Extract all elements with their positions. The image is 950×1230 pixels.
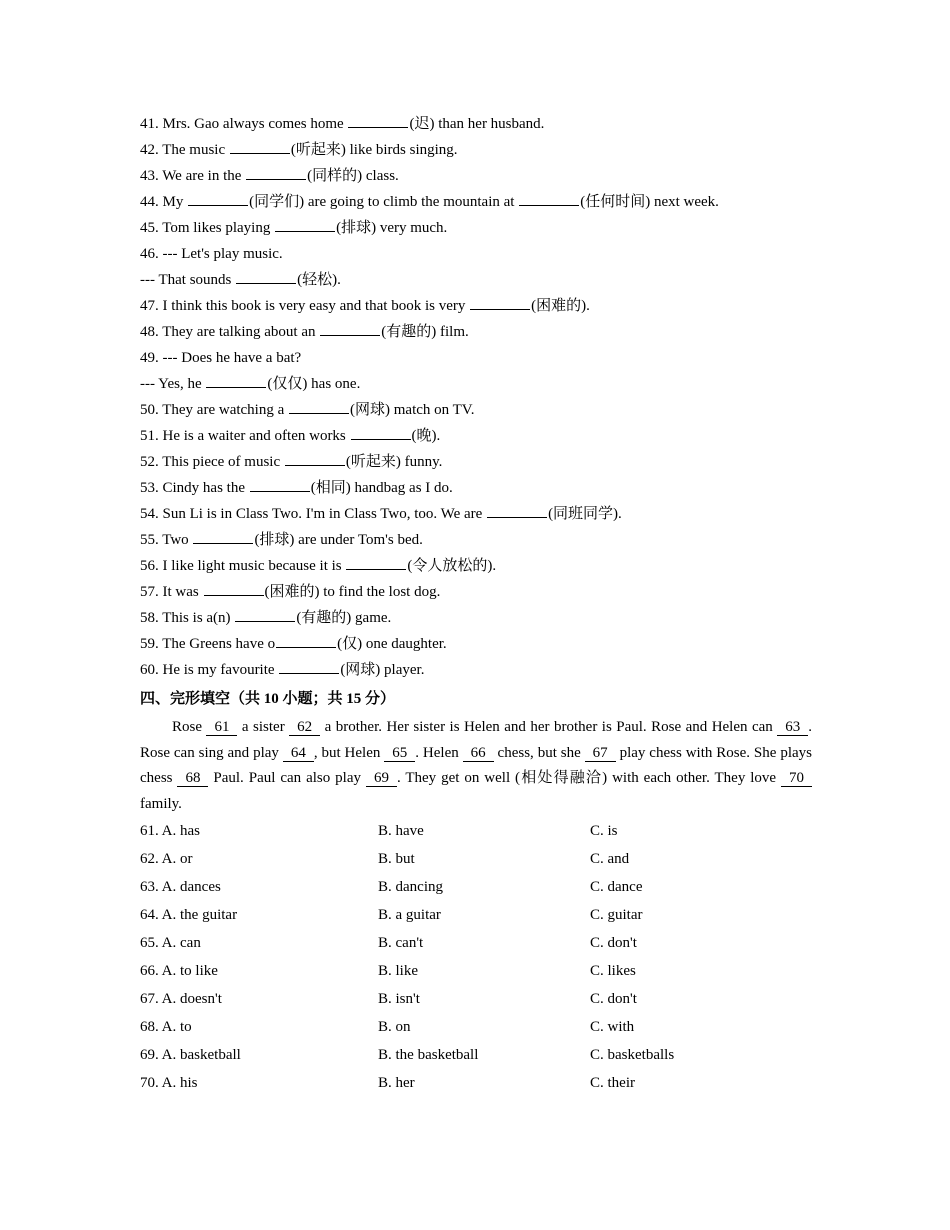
question-line bbox=[140, 345, 812, 371]
question-text: 42. The music bbox=[140, 142, 229, 158]
passage-blank: 61 bbox=[206, 720, 237, 736]
answer-blank bbox=[348, 113, 408, 128]
option-choice: B. isn't bbox=[378, 991, 420, 1007]
question-text: 41. Mrs. Gao always comes home bbox=[140, 116, 348, 132]
passage-text: . They get on well (相处得融洽) with each other. They love bbox=[396, 770, 782, 786]
passage-text: a sister bbox=[237, 719, 290, 735]
option-choice: C. and bbox=[590, 851, 630, 867]
option-row bbox=[140, 1041, 812, 1069]
passage-text: , but Helen bbox=[313, 744, 385, 761]
passage-text: Rose bbox=[172, 719, 207, 735]
answer-blank bbox=[346, 555, 406, 570]
option-choice: C. their bbox=[590, 1075, 635, 1091]
question-text: 55. Two bbox=[140, 532, 193, 548]
passage-text: . Rose can sing and play bbox=[140, 719, 812, 761]
passage-text: a brother. Her sister is Helen and her brother is Paul. Rose and Helen can bbox=[320, 719, 778, 735]
question-hint: (任何时间) next week. bbox=[580, 194, 719, 210]
question-text: 58. This is a(n) bbox=[140, 610, 235, 626]
question-line bbox=[140, 605, 812, 631]
question-text: 52. This piece of music bbox=[140, 454, 284, 470]
answer-blank bbox=[279, 659, 339, 674]
option-choice: C. basketballs bbox=[590, 1047, 675, 1063]
question-text: --- That sounds bbox=[140, 272, 236, 288]
option-choice: B. the basketball bbox=[378, 1047, 479, 1063]
answer-blank bbox=[470, 295, 530, 310]
answer-blank bbox=[230, 139, 290, 154]
answer-blank bbox=[351, 425, 411, 440]
question-text: 49. --- Does he have a bat? bbox=[140, 350, 302, 366]
answer-blank bbox=[204, 581, 264, 596]
option-choice: 63. A. dances bbox=[140, 879, 221, 895]
question-hint: (晚). bbox=[411, 428, 441, 444]
answer-blank bbox=[246, 165, 306, 180]
question-text: 44. My bbox=[140, 194, 188, 210]
answer-blank bbox=[275, 217, 335, 232]
option-choice: C. is bbox=[590, 823, 618, 839]
question-text: (同学们) are going to climb the mountain at bbox=[249, 194, 519, 210]
question-hint: (迟) than her husband. bbox=[409, 116, 545, 132]
question-line bbox=[140, 319, 812, 345]
answer-blank bbox=[487, 503, 547, 518]
question-hint: (有趣的) film. bbox=[381, 324, 469, 340]
question-line bbox=[140, 631, 812, 657]
option-choice: B. like bbox=[378, 963, 418, 979]
question-line bbox=[140, 137, 812, 163]
answer-blank bbox=[289, 399, 349, 414]
section-title: 四、完形填空（共 10 小题；共 15 分） bbox=[140, 691, 396, 707]
question-text: 47. I think this book is very easy and that book is very bbox=[140, 298, 470, 314]
option-choice: B. can't bbox=[378, 935, 424, 951]
answer-blank bbox=[188, 191, 248, 206]
question-line bbox=[140, 579, 812, 605]
option-choice: C. dance bbox=[590, 879, 643, 895]
question-hint: (轻松). bbox=[297, 272, 341, 288]
answer-blank bbox=[519, 191, 579, 206]
question-text: 51. He is a waiter and often works bbox=[140, 428, 350, 444]
question-line bbox=[140, 111, 812, 137]
option-choice: 64. A. the guitar bbox=[140, 907, 238, 923]
passage-text: chess, but she bbox=[493, 744, 585, 761]
question-text: 54. Sun Li is in Class Two. I'm in Class Two, too. We are bbox=[140, 506, 487, 522]
option-choice: C. with bbox=[590, 1019, 635, 1035]
passage-blank: 64 bbox=[283, 746, 314, 762]
option-choice: B. a guitar bbox=[378, 907, 441, 923]
passage-blank: 62 bbox=[289, 720, 320, 736]
passage-text: . Helen bbox=[415, 744, 463, 761]
question-line bbox=[140, 423, 812, 449]
question-line bbox=[140, 371, 812, 397]
option-choice: C. don't bbox=[590, 991, 637, 1007]
question-hint: (困难的) to find the lost dog. bbox=[264, 584, 441, 600]
answer-blank bbox=[320, 321, 380, 336]
question-line bbox=[140, 449, 812, 475]
option-row bbox=[140, 1069, 812, 1097]
question-line bbox=[140, 657, 812, 683]
question-text: 56. I like light music because it is bbox=[140, 558, 346, 574]
question-line bbox=[140, 189, 812, 215]
option-choice: 70. A. his bbox=[140, 1075, 198, 1091]
option-choice: B. have bbox=[378, 823, 424, 839]
fill-in-questions bbox=[140, 111, 812, 683]
passage-text: Paul. Paul can also play bbox=[208, 770, 366, 786]
question-hint: (困难的). bbox=[531, 298, 590, 314]
cloze-options bbox=[140, 817, 812, 1097]
option-choice: 62. A. or bbox=[140, 851, 193, 867]
question-text: 57. It was bbox=[140, 584, 203, 600]
question-line bbox=[140, 527, 812, 553]
option-row bbox=[140, 901, 812, 929]
question-text: 60. He is my favourite bbox=[140, 662, 279, 678]
question-hint: (听起来) like birds singing. bbox=[290, 142, 458, 158]
question-hint: (相同) handbag as I do. bbox=[310, 480, 453, 496]
passage-text: family. bbox=[140, 795, 182, 812]
question-text: --- Yes, he bbox=[140, 376, 206, 392]
option-choice: C. don't bbox=[590, 935, 637, 951]
question-hint: (排球) very much. bbox=[336, 220, 448, 236]
passage-text: play chess with Rose. She plays chess bbox=[140, 744, 812, 786]
cloze-passage bbox=[140, 715, 812, 817]
question-text: 45. Tom likes playing bbox=[140, 220, 275, 236]
option-row bbox=[140, 817, 812, 845]
question-line bbox=[140, 293, 812, 319]
question-text: 48. They are talking about an bbox=[140, 324, 320, 340]
answer-blank bbox=[193, 529, 253, 544]
option-choice: B. but bbox=[378, 851, 415, 867]
option-row bbox=[140, 985, 812, 1013]
answer-blank bbox=[206, 373, 266, 388]
passage-blank: 68 bbox=[177, 771, 208, 787]
question-line bbox=[140, 397, 812, 423]
answer-blank bbox=[236, 269, 296, 284]
passage-blank: 70 bbox=[781, 771, 812, 787]
option-choice: 69. A. basketball bbox=[140, 1047, 241, 1063]
question-hint: (令人放松的). bbox=[407, 558, 497, 574]
question-line bbox=[140, 241, 812, 267]
worksheet bbox=[140, 111, 812, 1097]
option-choice: 68. A. to bbox=[140, 1019, 192, 1035]
question-hint: (有趣的) game. bbox=[296, 610, 392, 626]
option-choice: B. dancing bbox=[378, 879, 443, 895]
answer-blank bbox=[276, 633, 336, 648]
question-line bbox=[140, 501, 812, 527]
option-choice: 67. A. doesn't bbox=[140, 991, 222, 1007]
question-hint: (网球) player. bbox=[340, 662, 425, 678]
question-text: 43. We are in the bbox=[140, 168, 246, 184]
passage-blank: 66 bbox=[463, 746, 494, 762]
question-line bbox=[140, 267, 812, 293]
option-row bbox=[140, 1013, 812, 1041]
option-row bbox=[140, 957, 812, 985]
answer-blank bbox=[285, 451, 345, 466]
question-text: 46. --- Let's play music. bbox=[140, 246, 283, 262]
question-hint: (仅仅) has one. bbox=[267, 376, 361, 392]
question-hint: (网球) match on TV. bbox=[350, 402, 475, 418]
option-choice: 66. A. to like bbox=[140, 963, 218, 979]
answer-blank bbox=[235, 607, 295, 622]
option-choice: C. guitar bbox=[590, 907, 643, 923]
option-row bbox=[140, 929, 812, 957]
option-choice: B. her bbox=[378, 1075, 415, 1091]
option-choice: C. likes bbox=[590, 963, 636, 979]
passage-blank: 69 bbox=[366, 771, 397, 787]
option-choice: B. on bbox=[378, 1019, 411, 1035]
question-text: 59. The Greens have o bbox=[140, 636, 276, 652]
question-hint: (同样的) class. bbox=[307, 168, 399, 184]
passage-blank: 67 bbox=[585, 746, 616, 762]
question-text: 50. They are watching a bbox=[140, 402, 289, 418]
passage-blank: 63 bbox=[777, 720, 808, 736]
question-hint: (同班同学). bbox=[548, 506, 622, 522]
question-text: 53. Cindy has the bbox=[140, 480, 249, 496]
question-line bbox=[140, 163, 812, 189]
option-choice: 65. A. can bbox=[140, 935, 201, 951]
question-line bbox=[140, 475, 812, 501]
question-line bbox=[140, 215, 812, 241]
option-row bbox=[140, 873, 812, 901]
option-row bbox=[140, 845, 812, 873]
question-hint: (排球) are under Tom's bed. bbox=[254, 532, 423, 548]
question-hint: (听起来) funny. bbox=[345, 454, 443, 470]
question-hint: (仅) one daughter. bbox=[337, 636, 447, 652]
answer-blank bbox=[250, 477, 310, 492]
question-line bbox=[140, 553, 812, 579]
passage-blank: 65 bbox=[384, 746, 415, 762]
option-choice: 61. A. has bbox=[140, 823, 200, 839]
